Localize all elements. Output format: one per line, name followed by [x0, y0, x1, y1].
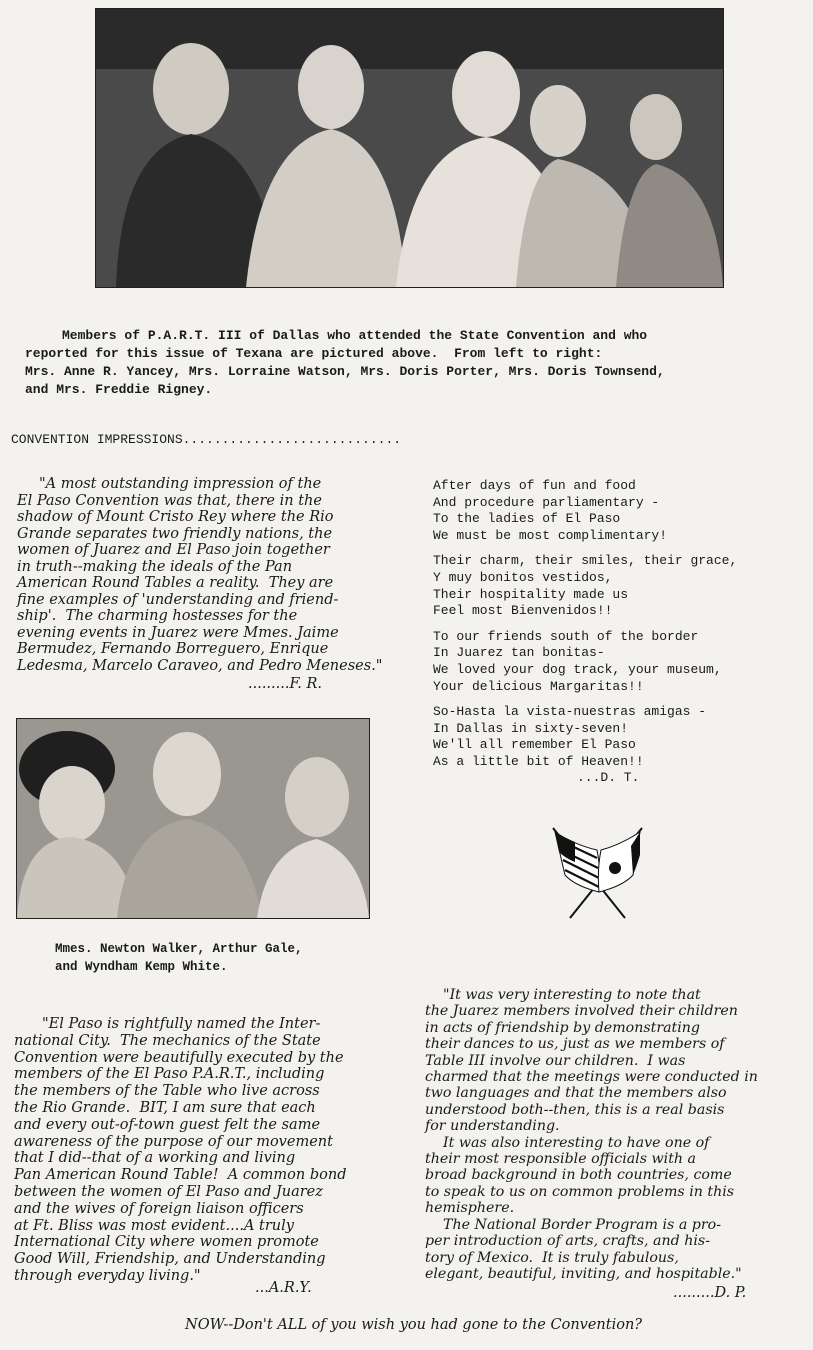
quote-line: at Ft. Bliss was most evident....A truly: [14, 1217, 294, 1234]
signature-ary: ...A.R.Y.: [255, 1280, 312, 1296]
quote-line: per introduction of arts, crafts, and his-: [425, 1233, 710, 1250]
quote-line: their most responsible officials with a: [425, 1151, 697, 1168]
quote-line: fine examples of 'understanding and friend-: [17, 591, 339, 608]
poem: [433, 478, 803, 771]
poem-line: Your delicious Margaritas!!: [433, 678, 644, 694]
quote-line: members of the El Paso P.A.R.T., including: [14, 1066, 325, 1083]
quote-line: "A most outstanding impression of the: [39, 476, 322, 492]
quote-line: between the women of El Paso and Juarez: [14, 1183, 323, 1200]
middle-photo-caption: [55, 940, 375, 976]
poem-line: And procedure parliamentary -: [433, 494, 660, 510]
quote-line: The National Border Program is a pro-: [425, 1216, 722, 1233]
quote-line: charmed that the meetings were conducted in: [425, 1069, 758, 1086]
caption-line: Members of P.A.R.T. III of Dallas who attended the State Convention and who: [62, 328, 648, 343]
quote-line: It was also interesting to have one of: [425, 1134, 710, 1151]
quote-line: and every out-of-town guest felt the same: [14, 1116, 321, 1133]
quote-line: two languages and that the members also: [425, 1085, 727, 1102]
section-heading: CONVENTION IMPRESSIONS............................: [11, 432, 402, 447]
poem-line: In Juarez tan bonitas-: [433, 645, 605, 661]
quote-line: American Round Tables a reality. They are: [17, 575, 334, 591]
poem-line: We loved your dog track, your museum,: [433, 661, 722, 677]
poem-line: To our friends south of the border: [433, 628, 699, 644]
crossed-flags-icon: [545, 820, 650, 925]
caption-line: reported for this issue of Texana are pictured above. From left to right:: [25, 346, 603, 361]
poem-line: So-Hasta la vista-nuestras amigas -: [433, 704, 707, 720]
quote-line: Table III involve our children. I was: [425, 1052, 686, 1069]
quote-line: shadow of Mount Cristo Rey where the Rio: [17, 509, 334, 525]
signature-dp: .........D. P.: [673, 1285, 747, 1301]
quote-line: awareness of the purpose of our movement: [14, 1133, 333, 1150]
quote-fr: [17, 476, 417, 674]
quote-line: in acts of friendship by demonstrating: [425, 1019, 701, 1036]
poem-line: We must be most complimentary!: [433, 527, 668, 543]
poem-stanza: [433, 629, 803, 695]
signature-fr: .........F. R.: [248, 676, 323, 692]
poem-stanza: [433, 704, 803, 770]
poem-line: To the ladies of El Paso: [433, 511, 621, 527]
poem-stanza: [433, 478, 803, 544]
quote-line: elegant, beautiful, inviting, and hospitable.": [425, 1265, 742, 1282]
quote-line: national City. The mechanics of the State: [14, 1032, 321, 1049]
quote-line: Convention were beautifully executed by the: [14, 1049, 344, 1066]
quote-line: the Juarez members involved their children: [425, 1003, 738, 1020]
caption-line: and Wyndham Kemp White.: [55, 960, 228, 974]
quote-line: in truth--making the ideals of the Pan: [17, 558, 293, 575]
poem-line: Y muy bonitos vestidos,: [433, 569, 613, 585]
quote-line: Ledesma, Marcelo Caraveo, and Pedro Meneses.": [17, 657, 383, 674]
poem-line: After days of fun and food: [433, 478, 636, 493]
quote-line: Grande separates two friendly nations, the: [17, 525, 333, 542]
signature-dt: ...D. T.: [577, 770, 640, 785]
poem-line: As a little bit of Heaven!!: [433, 753, 644, 769]
quote-line: and the wives of foreign liaison officers: [14, 1200, 304, 1217]
quote-line: through everyday living.": [14, 1267, 201, 1284]
group-photo-dallas-members: [95, 8, 724, 288]
closing-line: NOW--Don't ALL of you wish you had gone to the Convention?: [185, 1317, 643, 1333]
quote-line: tory of Mexico. It is truly fabulous,: [425, 1249, 679, 1266]
quote-line: evening events in Juarez were Mmes. Jaime: [17, 624, 339, 641]
quote-line: hemisphere.: [425, 1200, 515, 1217]
poem-line: We'll all remember El Paso: [433, 737, 636, 753]
poem-line: Their hospitality made us: [433, 586, 629, 602]
quote-line: their dances to us, just as we members of: [425, 1036, 725, 1053]
quote-line: International City where women promote: [14, 1234, 319, 1251]
caption-line: Mrs. Anne R. Yancey, Mrs. Lorraine Watson, Mrs. Doris Porter, Mrs. Doris Townsend,: [25, 364, 665, 379]
quote-ary: [14, 1016, 409, 1285]
poem-line: Their charm, their smiles, their grace,: [433, 553, 738, 569]
top-photo-caption: [25, 327, 795, 399]
quote-line: Bermudez, Fernando Borreguero, Enrique: [17, 641, 329, 657]
quote-line: to speak to us on common problems in this: [425, 1183, 735, 1200]
quote-line: "It was very interesting to note that: [425, 987, 701, 1003]
quote-line: broad background in both countries, come: [425, 1167, 732, 1184]
quote-line: that I did--that of a working and living: [14, 1150, 296, 1167]
poem-line: Feel most Bienvenidos!!: [433, 603, 613, 619]
poem-line: In Dallas in sixty-seven!: [433, 720, 629, 736]
quote-line: understood both--then, this is a real basis: [425, 1101, 725, 1118]
quote-line: "El Paso is rightfully named the Inter-: [42, 1016, 321, 1032]
quote-line: the members of the Table who live across: [14, 1083, 320, 1100]
quote-line: Good Will, Friendship, and Understanding: [14, 1251, 326, 1268]
caption-line: and Mrs. Freddie Rigney.: [25, 382, 213, 397]
quote-line: ship'. The charming hostesses for the: [17, 608, 298, 624]
quote-line: Pan American Round Table! A common bond: [14, 1167, 347, 1184]
quote-line: the Rio Grande. BIT, I am sure that each: [14, 1099, 316, 1116]
quote-line: women of Juarez and El Paso join together: [17, 542, 330, 558]
quote-line: for understanding.: [425, 1118, 560, 1135]
group-photo-three-women: [16, 718, 370, 919]
quote-line: El Paso Convention was that, there in the: [17, 492, 322, 509]
quote-dp: [425, 987, 810, 1282]
poem-stanza: [433, 553, 803, 619]
caption-line: Mmes. Newton Walker, Arthur Gale,: [55, 942, 303, 956]
